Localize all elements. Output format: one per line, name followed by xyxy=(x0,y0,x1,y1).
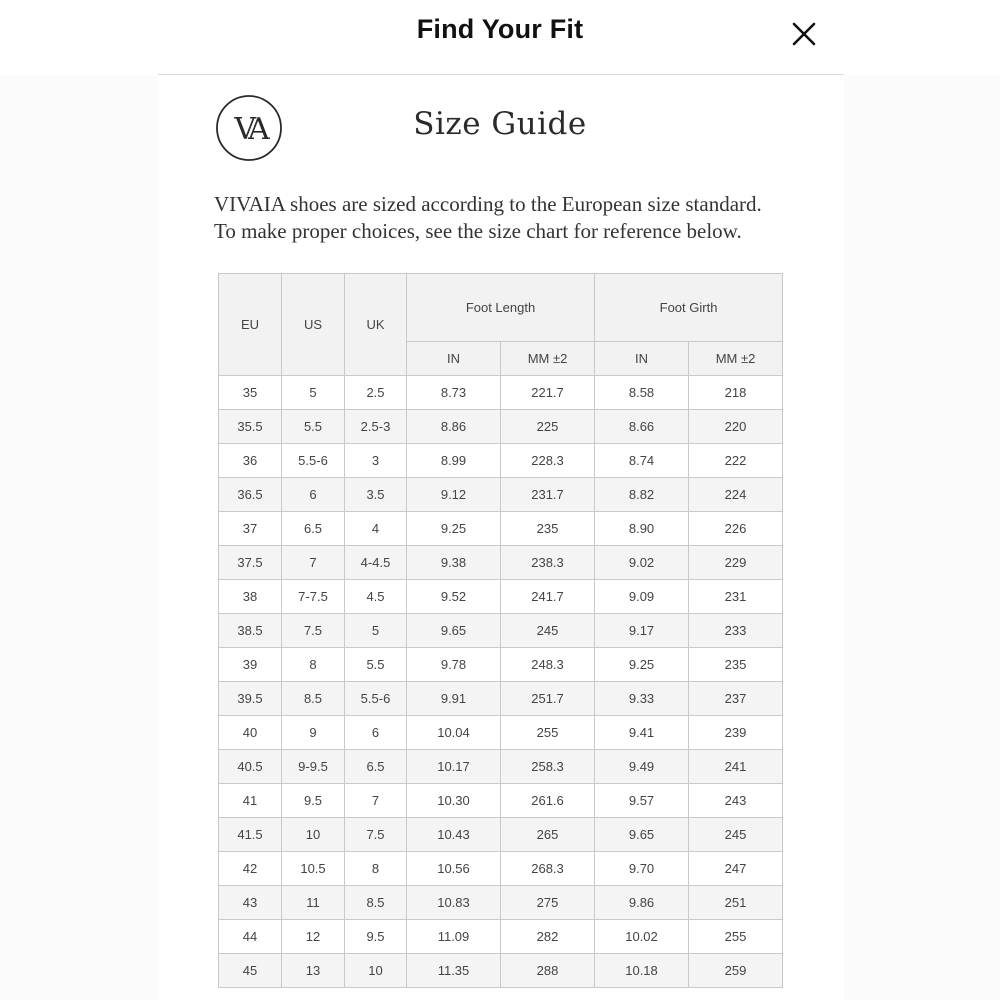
cell-length-in: 8.99 xyxy=(407,444,501,478)
cell-eu: 41.5 xyxy=(219,818,282,852)
cell-us: 10 xyxy=(282,818,345,852)
cell-girth-mm: 259 xyxy=(689,954,783,988)
cell-length-in: 10.04 xyxy=(407,716,501,750)
cell-us: 12 xyxy=(282,920,345,954)
header-uk: UK xyxy=(345,274,407,376)
table-body xyxy=(219,376,783,988)
cell-us: 7-7.5 xyxy=(282,580,345,614)
cell-girth-mm: 231 xyxy=(689,580,783,614)
cell-uk: 8.5 xyxy=(345,886,407,920)
cell-us: 10.5 xyxy=(282,852,345,886)
modal-title: Find Your Fit xyxy=(416,14,584,44)
cell-length-mm: 268.3 xyxy=(501,852,595,886)
cell-eu: 37 xyxy=(219,512,282,546)
cell-length-in: 10.43 xyxy=(407,818,501,852)
table-row xyxy=(219,750,783,784)
cell-length-mm: 265 xyxy=(501,818,595,852)
header-foot-length: Foot Length xyxy=(407,274,595,342)
cell-girth-mm: 241 xyxy=(689,750,783,784)
table-row xyxy=(219,784,783,818)
cell-length-in: 10.83 xyxy=(407,886,501,920)
cell-girth-in: 8.58 xyxy=(595,376,689,410)
cell-uk: 6 xyxy=(345,716,407,750)
table-row xyxy=(219,410,783,444)
size-guide-intro xyxy=(214,191,814,245)
cell-uk: 2.5-3 xyxy=(345,410,407,444)
cell-us: 5.5-6 xyxy=(282,444,345,478)
cell-girth-mm: 226 xyxy=(689,512,783,546)
header-foot-girth: Foot Girth xyxy=(595,274,783,342)
cell-girth-mm: 220 xyxy=(689,410,783,444)
cell-uk: 3.5 xyxy=(345,478,407,512)
size-chart-table xyxy=(218,273,783,988)
header-girth-in: IN xyxy=(595,342,689,376)
cell-length-in: 9.78 xyxy=(407,648,501,682)
close-icon xyxy=(786,16,822,52)
cell-uk: 8 xyxy=(345,852,407,886)
cell-girth-mm: 243 xyxy=(689,784,783,818)
cell-uk: 5.5-6 xyxy=(345,682,407,716)
table-row xyxy=(219,954,783,988)
cell-eu: 38.5 xyxy=(219,614,282,648)
cell-girth-mm: 237 xyxy=(689,682,783,716)
size-guide-title: Size Guide xyxy=(413,106,587,142)
cell-length-in: 8.73 xyxy=(407,376,501,410)
cell-girth-mm: 247 xyxy=(689,852,783,886)
cell-girth-mm: 229 xyxy=(689,546,783,580)
cell-girth-in: 8.74 xyxy=(595,444,689,478)
intro-line-1: VIVAIA shoes are sized according to the European size standard. xyxy=(214,192,762,216)
cell-uk: 9.5 xyxy=(345,920,407,954)
cell-girth-in: 9.17 xyxy=(595,614,689,648)
table-row xyxy=(219,376,783,410)
cell-us: 5.5 xyxy=(282,410,345,444)
cell-eu: 36 xyxy=(219,444,282,478)
right-backdrop xyxy=(844,75,1000,1000)
table-header-row xyxy=(219,274,783,342)
cell-us: 7.5 xyxy=(282,614,345,648)
cell-eu: 41 xyxy=(219,784,282,818)
cell-length-mm: 231.7 xyxy=(501,478,595,512)
header-girth-mm: MM ±2 xyxy=(689,342,783,376)
cell-length-in: 9.91 xyxy=(407,682,501,716)
cell-length-mm: 221.7 xyxy=(501,376,595,410)
cell-uk: 6.5 xyxy=(345,750,407,784)
table-row xyxy=(219,818,783,852)
header-length-mm: MM ±2 xyxy=(501,342,595,376)
cell-girth-in: 9.02 xyxy=(595,546,689,580)
cell-length-mm: 288 xyxy=(501,954,595,988)
cell-girth-in: 8.90 xyxy=(595,512,689,546)
cell-girth-mm: 251 xyxy=(689,886,783,920)
cell-length-mm: 228.3 xyxy=(501,444,595,478)
cell-uk: 4.5 xyxy=(345,580,407,614)
cell-length-in: 9.52 xyxy=(407,580,501,614)
cell-girth-in: 8.82 xyxy=(595,478,689,512)
cell-uk: 3 xyxy=(345,444,407,478)
cell-us: 7 xyxy=(282,546,345,580)
table-row xyxy=(219,512,783,546)
cell-eu: 44 xyxy=(219,920,282,954)
cell-girth-in: 10.02 xyxy=(595,920,689,954)
cell-eu: 43 xyxy=(219,886,282,920)
cell-length-in: 8.86 xyxy=(407,410,501,444)
table-row xyxy=(219,648,783,682)
table-row xyxy=(219,444,783,478)
cell-us: 9-9.5 xyxy=(282,750,345,784)
cell-length-mm: 245 xyxy=(501,614,595,648)
cell-eu: 45 xyxy=(219,954,282,988)
cell-girth-mm: 255 xyxy=(689,920,783,954)
cell-length-mm: 241.7 xyxy=(501,580,595,614)
cell-girth-in: 9.86 xyxy=(595,886,689,920)
cell-girth-in: 9.25 xyxy=(595,648,689,682)
cell-length-in: 9.12 xyxy=(407,478,501,512)
cell-girth-mm: 245 xyxy=(689,818,783,852)
cell-length-in: 10.56 xyxy=(407,852,501,886)
table-row xyxy=(219,478,783,512)
cell-eu: 40.5 xyxy=(219,750,282,784)
cell-eu: 42 xyxy=(219,852,282,886)
cell-girth-in: 9.49 xyxy=(595,750,689,784)
cell-girth-in: 9.65 xyxy=(595,818,689,852)
cell-length-mm: 261.6 xyxy=(501,784,595,818)
table-row xyxy=(219,546,783,580)
cell-length-mm: 258.3 xyxy=(501,750,595,784)
cell-uk: 5.5 xyxy=(345,648,407,682)
cell-us: 11 xyxy=(282,886,345,920)
cell-length-mm: 251.7 xyxy=(501,682,595,716)
cell-girth-mm: 233 xyxy=(689,614,783,648)
logo-text: VA xyxy=(234,112,264,147)
cell-length-in: 11.35 xyxy=(407,954,501,988)
cell-length-in: 9.65 xyxy=(407,614,501,648)
table-row xyxy=(219,682,783,716)
cell-uk: 7.5 xyxy=(345,818,407,852)
cell-us: 9 xyxy=(282,716,345,750)
cell-girth-in: 9.57 xyxy=(595,784,689,818)
cell-length-in: 10.30 xyxy=(407,784,501,818)
cell-girth-in: 10.18 xyxy=(595,954,689,988)
cell-uk: 5 xyxy=(345,614,407,648)
cell-length-in: 10.17 xyxy=(407,750,501,784)
cell-us: 8 xyxy=(282,648,345,682)
cell-length-mm: 248.3 xyxy=(501,648,595,682)
cell-girth-in: 9.09 xyxy=(595,580,689,614)
cell-us: 6.5 xyxy=(282,512,345,546)
table-row xyxy=(219,716,783,750)
cell-length-in: 9.38 xyxy=(407,546,501,580)
table-row xyxy=(219,920,783,954)
cell-girth-in: 9.33 xyxy=(595,682,689,716)
cell-eu: 40 xyxy=(219,716,282,750)
cell-length-mm: 282 xyxy=(501,920,595,954)
cell-uk: 7 xyxy=(345,784,407,818)
close-button[interactable] xyxy=(786,16,822,52)
table-row xyxy=(219,852,783,886)
cell-eu: 39.5 xyxy=(219,682,282,716)
cell-girth-in: 9.41 xyxy=(595,716,689,750)
cell-us: 13 xyxy=(282,954,345,988)
vivaia-logo-icon xyxy=(214,93,284,163)
cell-us: 9.5 xyxy=(282,784,345,818)
cell-uk: 4-4.5 xyxy=(345,546,407,580)
cell-uk: 10 xyxy=(345,954,407,988)
cell-eu: 35 xyxy=(219,376,282,410)
cell-girth-mm: 222 xyxy=(689,444,783,478)
cell-girth-mm: 235 xyxy=(689,648,783,682)
intro-line-2: To make proper choices, see the size chart for reference below. xyxy=(214,219,742,243)
cell-girth-mm: 218 xyxy=(689,376,783,410)
cell-length-mm: 255 xyxy=(501,716,595,750)
table-row xyxy=(219,614,783,648)
cell-girth-mm: 224 xyxy=(689,478,783,512)
header-length-in: IN xyxy=(407,342,501,376)
table-row xyxy=(219,886,783,920)
cell-girth-mm: 239 xyxy=(689,716,783,750)
cell-length-mm: 225 xyxy=(501,410,595,444)
cell-eu: 39 xyxy=(219,648,282,682)
cell-girth-in: 9.70 xyxy=(595,852,689,886)
cell-girth-in: 8.66 xyxy=(595,410,689,444)
cell-uk: 4 xyxy=(345,512,407,546)
cell-us: 8.5 xyxy=(282,682,345,716)
cell-length-mm: 275 xyxy=(501,886,595,920)
cell-eu: 36.5 xyxy=(219,478,282,512)
left-backdrop xyxy=(0,75,158,1000)
modal-header xyxy=(0,0,1000,74)
cell-length-in: 9.25 xyxy=(407,512,501,546)
cell-length-mm: 238.3 xyxy=(501,546,595,580)
header-us: US xyxy=(282,274,345,376)
header-eu: EU xyxy=(219,274,282,376)
cell-length-in: 11.09 xyxy=(407,920,501,954)
cell-us: 5 xyxy=(282,376,345,410)
cell-eu: 37.5 xyxy=(219,546,282,580)
cell-eu: 38 xyxy=(219,580,282,614)
table-row xyxy=(219,580,783,614)
cell-uk: 2.5 xyxy=(345,376,407,410)
cell-us: 6 xyxy=(282,478,345,512)
cell-eu: 35.5 xyxy=(219,410,282,444)
cell-length-mm: 235 xyxy=(501,512,595,546)
